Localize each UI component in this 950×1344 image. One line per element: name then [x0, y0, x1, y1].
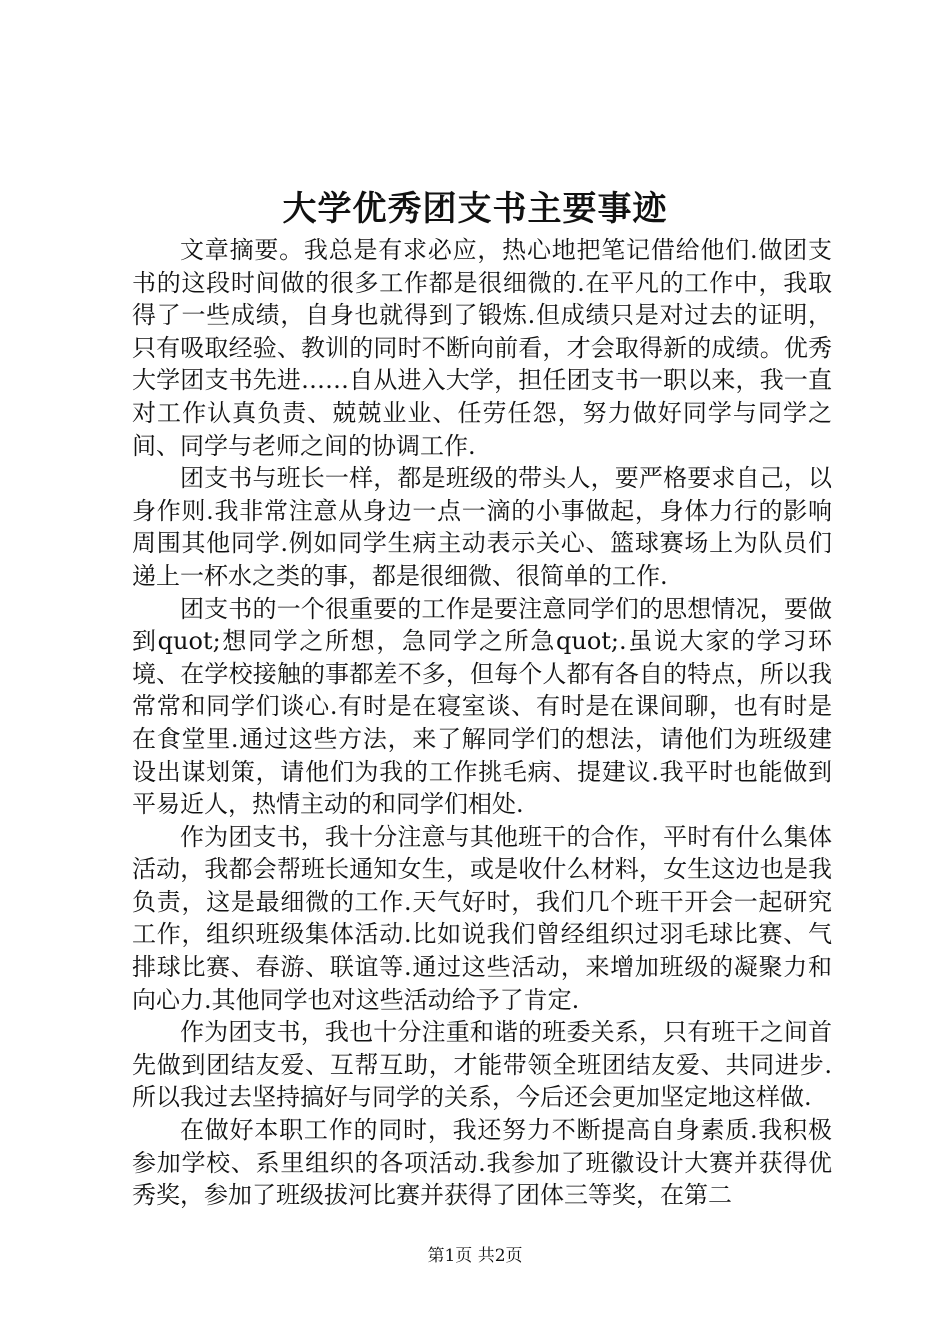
paragraph-summary: 文章摘要。我总是有求必应，热心地把笔记借给他们.做团支书的这段时间做的很多工作都是很细微的.在平凡的工作中，我取得了一些成绩，自身也就得到了锻炼.但成绩只是对过去的证明，只有吸取经验、教训的同时不断向前看，才会取得新的成绩。优秀大学团支书先进……自从进入大学，担任团支书一职以来，我一直对工作认真负责、兢兢业业、任劳任怨，努力做好同学与同学之间、同学与老师之间的协调工作. [132, 236, 832, 460]
paragraph-communication: 团支书的一个很重要的工作是要注意同学们的思想情况，要做到quot;想同学之所想，急同学之所急quot;.虽说大家的学习环境、在学校接触的事都差不多，但每个人都有各自的特点，所以我常常和同学们谈心.有时是在寝室谈、有时是在课间聊，也有时是在食堂里.通过这些方法，来了解同学们的想法，请他们为班级建设出谋划策，请他们为我的工作挑毛病、提建议.我平时也能做到平易近人，热情主动的和同学们相处. [132, 594, 832, 819]
page-footer: 第1页 共2页 [427, 1246, 523, 1266]
paragraph-cooperation: 作为团支书，我十分注意与其他班干的合作，平时有什么集体活动，我都会帮班长通知女生，或是收什么材料，女生这边也是我负责，这是最细微的工作.天气好时，我们几个班干开会一起研究工作，组织班级集体活动.比如说我们曾经组织过羽毛球比赛、气排球比赛、春游、联谊等.通过这些活动，来增加班级的凝聚力和向心力.其他同学也对这些活动给予了肯定. [132, 822, 832, 1014]
document-body [132, 234, 832, 1212]
document-title: 大学优秀团支书主要事迹 [282, 189, 668, 229]
paragraph-harmony: 作为团支书，我也十分注重和谐的班委关系，只有班干之间首先做到团结友爱、互帮互助，才能带领全班团结友爱、共同进步.所以我过去坚持搞好与同学的关系，今后还会更加坚定地这样做. [132, 1018, 832, 1112]
paragraph-self-improvement: 在做好本职工作的同时，我还努力不断提高自身素质.我积极参加学校、系里组织的各项活动.我参加了班徽设计大赛并获得优秀奖，参加了班级拔河比赛并获得了团体三等奖，在第二 [132, 1116, 832, 1210]
paragraph-leadership: 团支书与班长一样，都是班级的带头人，要严格要求自己，以身作则.我非常注意从身边一点一滴的小事做起，身体力行的影响周围其他同学.例如同学生病主动表示关心、篮球赛场上为队员们递上一杯水之类的事，都是很细微、很简单的工作. [132, 464, 832, 590]
